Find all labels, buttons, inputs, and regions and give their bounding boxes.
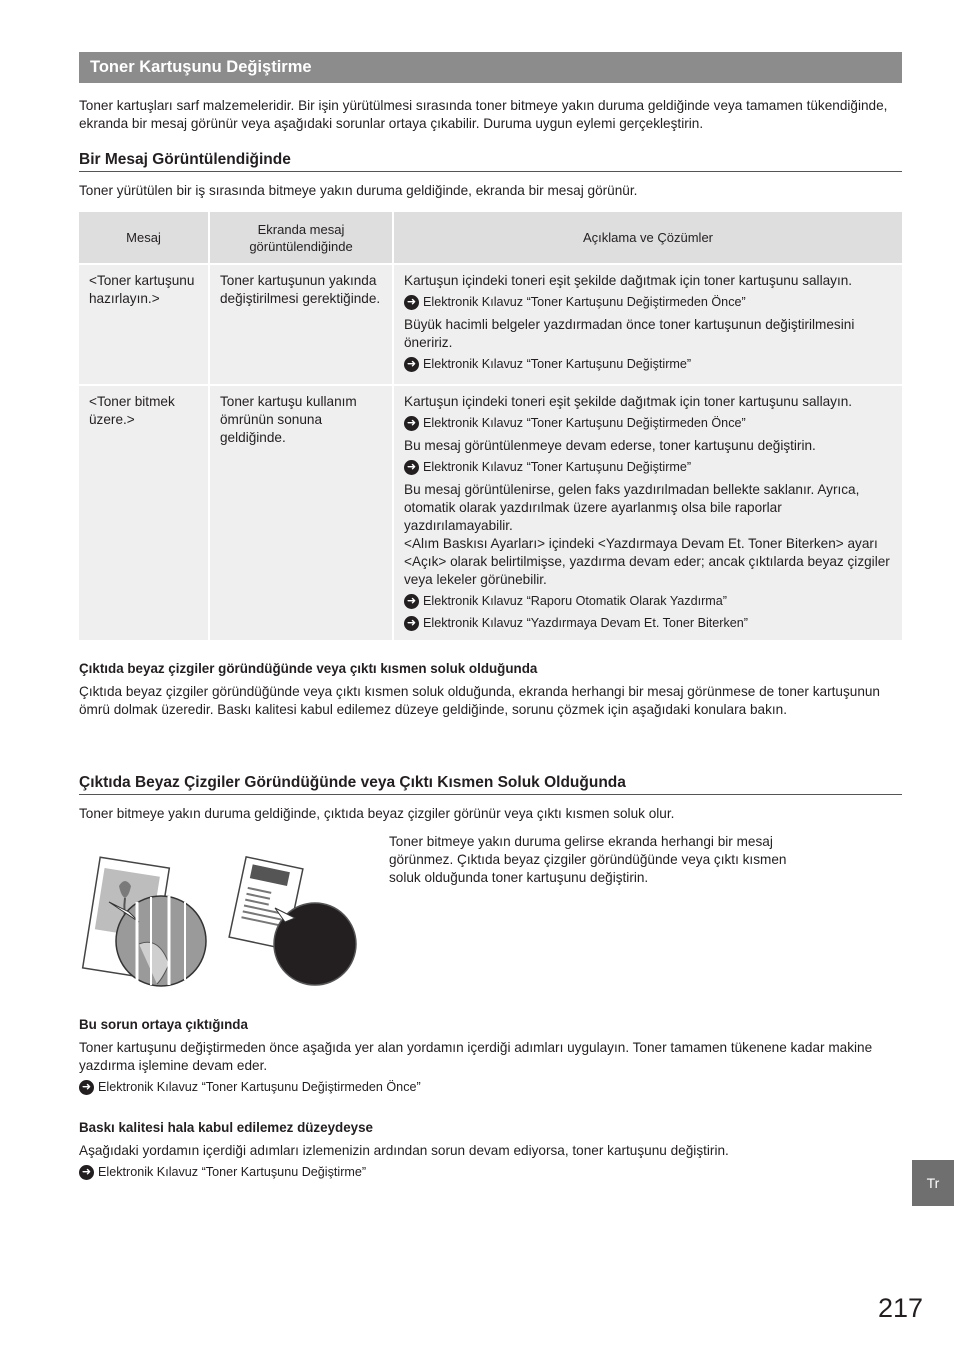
manual-reference-text: Elektronik Kılavuz “Toner Kartuşunu Değiştirmeden Önce” bbox=[423, 295, 746, 309]
table-header: Mesaj bbox=[79, 212, 210, 265]
table-row bbox=[79, 265, 902, 386]
message-table bbox=[79, 212, 902, 642]
manual-reference-text: Elektronik Kılavuz “Yazdırmaya Devam Et. Toner Biterken” bbox=[423, 616, 748, 630]
arrow-circle-icon: ➜ bbox=[79, 1080, 94, 1095]
solution-text: Kartuşun içindeki toneri eşit şekilde dağıtmak için toner kartuşunu sallayın. bbox=[404, 273, 853, 288]
streaks-side-note: Toner bitmeye yakın duruma gelirse ekranda herhangi bir mesaj görünmez. Çıktıda beyaz çizgiler göründüğünde veya çıktı kısmen soluk olduğunda toner kartuşunu değiştirin. bbox=[389, 834, 787, 885]
table-header-row bbox=[79, 212, 902, 265]
arrow-circle-icon: ➜ bbox=[404, 295, 419, 310]
streaks-section-heading: Çıktıda Beyaz Çizgiler Göründüğünde veya Çıktı Kısmen Soluk Olduğunda bbox=[79, 774, 902, 795]
solution-cell bbox=[394, 386, 902, 642]
manual-reference[interactable] bbox=[404, 415, 892, 432]
message-cell: <Toner kartuşunu hazırlayın.> bbox=[79, 265, 210, 386]
manual-reference-text: Elektronik Kılavuz “Raporu Otomatik Olarak Yazdırma” bbox=[423, 594, 727, 608]
streak-illustration bbox=[79, 852, 361, 994]
arrow-circle-icon: ➜ bbox=[404, 594, 419, 609]
photo-print-illustration bbox=[83, 857, 206, 986]
quality-text: Aşağıdaki yordamın içerdiği adımları izlemenizin ardından sorun devam ediyorsa, toner kartuşunu değiştirin. bbox=[79, 1143, 729, 1158]
manual-reference-text: Elektronik Kılavuz “Toner Kartuşunu Değiştirmeden Önce” bbox=[98, 1080, 421, 1094]
solution-text: <Alım Baskısı Ayarları> içindeki <Yazdırmaya Devam Et. Toner Biterken> ayarı <Açık> olarak belirtilmişse, yazdırma devam eder; ancak çıktılarda beyaz çizgiler veya lekeler görünebilir. bbox=[404, 536, 890, 587]
message-section-intro: Toner yürütülen bir iş sırasında bitmeye yakın duruma geldiğinde, ekranda bir mesaj görünür. bbox=[79, 183, 638, 198]
quality-heading: Baskı kalitesi hala kabul edilemez düzeydeyse bbox=[79, 1120, 373, 1135]
arrow-circle-icon: ➜ bbox=[404, 357, 419, 372]
when-cell: Toner kartuşunun yakında değiştirilmesi gerektiğinde. bbox=[210, 265, 394, 386]
when-cell: Toner kartuşu kullanım ömrünün sonuna geldiğinde. bbox=[210, 386, 394, 642]
table-row bbox=[79, 386, 902, 642]
manual-reference[interactable] bbox=[404, 593, 892, 610]
manual-reference[interactable] bbox=[404, 615, 892, 632]
section-title: Toner Kartuşunu Değiştirme bbox=[79, 52, 902, 83]
page-number: 217 bbox=[878, 1293, 924, 1323]
manual-reference[interactable] bbox=[404, 459, 892, 476]
document-print-illustration bbox=[229, 857, 356, 985]
manual-reference[interactable] bbox=[404, 356, 892, 373]
streaks-section-intro: Toner bitmeye yakın duruma geldiğinde, çıktıda beyaz çizgiler görünür veya çıktı kısmen soluk olur. bbox=[79, 806, 675, 821]
manual-reference[interactable] bbox=[79, 1079, 421, 1096]
note-text: Çıktıda beyaz çizgiler göründüğünde veya çıktı kısmen soluk olduğunda, ekranda herhangi bir mesaj görünmese de toner kartuşunun ömrü dolmak üzeredir. Baskı kalitesi kabul edilemez düzeye geldiğinde, sorunu çözmek için aşağıdaki konulara bakın. bbox=[79, 684, 880, 717]
table-header: Açıklama ve Çözümler bbox=[394, 212, 902, 265]
manual-reference-text: Elektronik Kılavuz “Toner Kartuşunu Değiştirmeden Önce” bbox=[423, 416, 746, 430]
solution-text: Kartuşun içindeki toneri eşit şekilde dağıtmak için toner kartuşunu sallayın. bbox=[404, 394, 853, 409]
solution-text: Bu mesaj görüntülenirse, gelen faks yazdırılmadan bellekte saklanır. Ayrıca, otomatik olarak yazdırılmak üzere ayarlanmış olsa bile raporlar yazdırılamayabilir. bbox=[404, 482, 860, 533]
arrow-circle-icon: ➜ bbox=[404, 460, 419, 475]
manual-reference-text: Elektronik Kılavuz “Toner Kartuşunu Değiştirme” bbox=[98, 1165, 367, 1179]
table-header: Ekranda mesaj görüntülendiğinde bbox=[210, 212, 394, 265]
problem-heading: Bu sorun ortaya çıktığında bbox=[79, 1017, 248, 1032]
solution-text: Bu mesaj görüntülenmeye devam ederse, toner kartuşunu değiştirin. bbox=[404, 438, 816, 453]
arrow-circle-icon: ➜ bbox=[79, 1165, 94, 1180]
note-heading: Çıktıda beyaz çizgiler göründüğünde veya çıktı kısmen soluk olduğunda bbox=[79, 661, 538, 676]
message-section-heading: Bir Mesaj Görüntülendiğinde bbox=[79, 151, 902, 172]
solution-cell bbox=[394, 265, 902, 386]
arrow-circle-icon: ➜ bbox=[404, 416, 419, 431]
arrow-circle-icon: ➜ bbox=[404, 616, 419, 631]
manual-reference-text: Elektronik Kılavuz “Toner Kartuşunu Değiştirme” bbox=[423, 357, 692, 371]
problem-text: Toner kartuşunu değiştirmeden önce aşağıda yer alan yordamın içerdiği adımları uygulayın. Toner tamamen tükenene kadar makine yazdırma işlemine devam eder. bbox=[79, 1040, 873, 1073]
manual-reference[interactable] bbox=[79, 1164, 366, 1181]
solution-text: Büyük hacimli belgeler yazdırmadan önce toner kartuşunun değiştirilmesini öneririz. bbox=[404, 317, 855, 350]
manual-reference-text: Elektronik Kılavuz “Toner Kartuşunu Değiştirme” bbox=[423, 460, 692, 474]
intro-text: Toner kartuşları sarf malzemeleridir. Bir işin yürütülmesi sırasında toner bitmeye yakın duruma geldiğinde veya tamamen tükendiğinde, ekranda bir mesaj görünür veya aşağıdaki sorunlar ortaya çıkabilir. Duruma uygun eylemi gerçekleştirin. bbox=[79, 98, 888, 131]
language-tab: Tr bbox=[912, 1160, 954, 1206]
message-cell: <Toner bitmek üzere.> bbox=[79, 386, 210, 642]
manual-reference[interactable] bbox=[404, 294, 892, 311]
